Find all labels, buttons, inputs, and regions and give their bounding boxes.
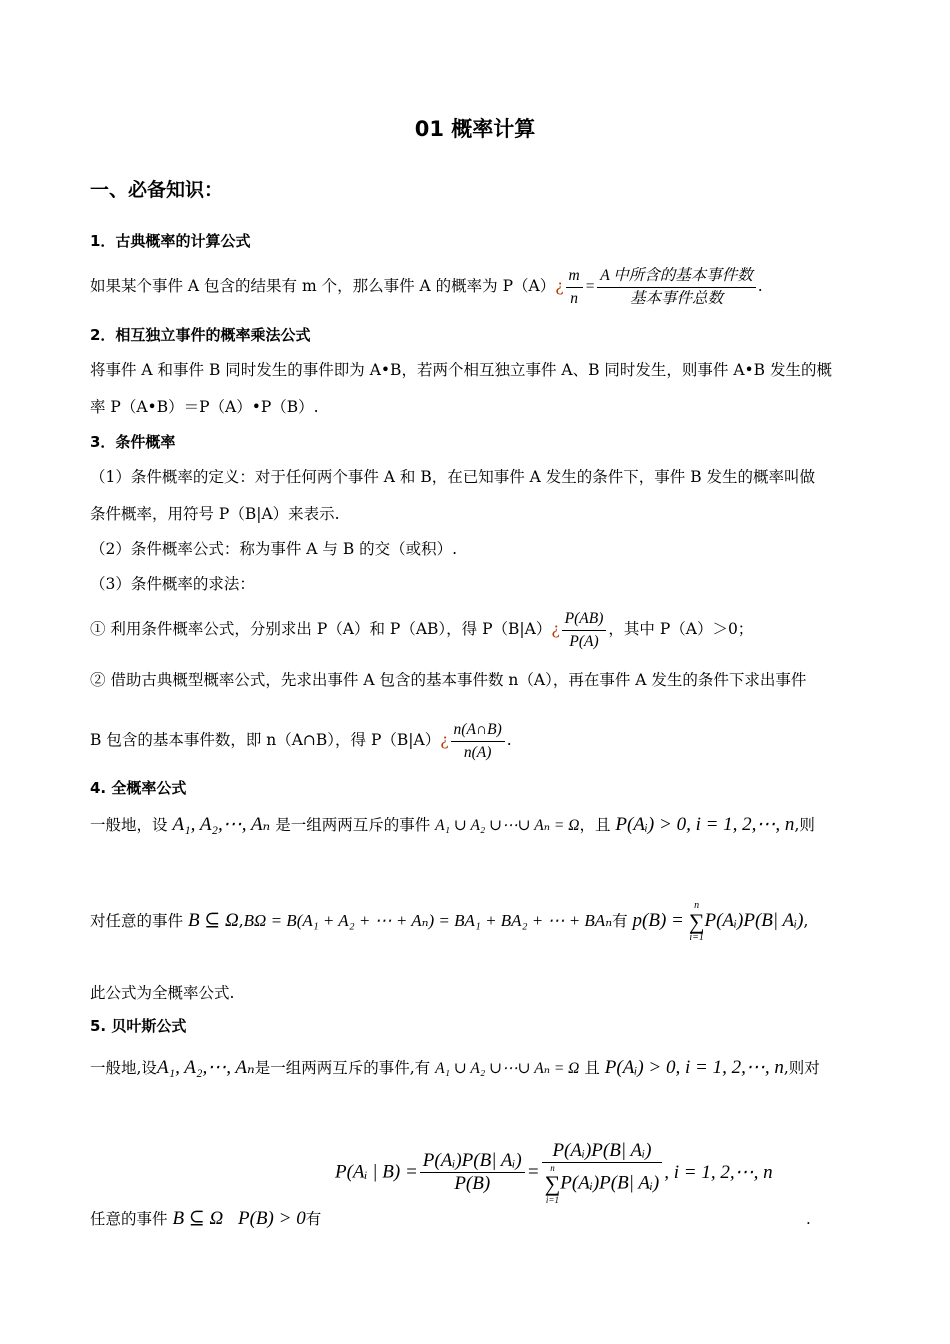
equals-sign: = <box>584 278 596 295</box>
page-title: 01 概率计算 <box>414 117 536 141</box>
bayes-fraction-1 <box>420 1150 525 1195</box>
paragraph-text: 有 <box>612 912 628 930</box>
paragraph-line: （3）条件概率的求法： <box>90 575 255 593</box>
bayes-line-2 <box>90 1206 321 1232</box>
fraction-denominator: P(B) <box>454 1173 491 1194</box>
paragraph-text: 是一组两两互斥的事件 <box>275 816 431 834</box>
fraction-numerator: A 中所含的基本事件数 <box>597 265 756 288</box>
denominator-term: P(Aᵢ)P(B| Aᵢ) <box>560 1172 660 1194</box>
fraction-denominator: n <box>570 289 578 307</box>
subsection-5-heading: 5. 贝叶斯公式 <box>90 1017 187 1035</box>
paragraph-line: ② 借助古典概型概率公式，先求出事件 A 包含的基本事件数 n（A），再在事件 A 发生的条件下求出事件 <box>90 671 807 689</box>
fraction-numerator: n(A∩B) <box>451 719 505 742</box>
subsection-2-heading: 2．相互独立事件的概率乘法公式 <box>90 326 311 344</box>
bayes-line-1 <box>90 1055 820 1082</box>
equals-sign: = <box>526 1161 540 1183</box>
sigma-icon: ∑ <box>544 1171 561 1196</box>
paragraph-text: ，其中 P（A）＞0； <box>608 620 754 638</box>
paragraph-line: 率 P（A•B）＝P（A）•P（B）. <box>90 398 319 416</box>
period: . <box>806 1210 811 1228</box>
section-heading: 一、必备知识： <box>90 179 224 201</box>
rendering-artifact: ¿ <box>551 620 560 638</box>
total-probability-line-1 <box>90 812 815 839</box>
rendering-artifact: ¿ <box>440 731 449 749</box>
fraction-denominator <box>542 1163 663 1205</box>
subset-formula: B ⊆ Ω <box>187 910 239 931</box>
fraction-numerator: P(Aᵢ)P(B| Aᵢ) <box>420 1150 525 1173</box>
paragraph-text: B 包含的基本事件数，即 n（A∩B），得 P（B|A） <box>90 731 441 749</box>
paragraph-text: ① 利用条件概率公式，分别求出 P（A）和 P（AB），得 P（B|A） <box>90 620 552 638</box>
event-set-formula: A₁, A₂,⋯, Aₙ <box>172 814 271 835</box>
fraction-events <box>597 265 756 310</box>
conditional-probability-fraction <box>451 719 505 764</box>
bayes-lhs: P(Aᵢ | B) = <box>335 1161 418 1183</box>
fraction-denominator: P(A) <box>569 632 599 650</box>
conditional-probability-fraction <box>562 608 607 653</box>
paragraph-text: 一般地，设 <box>90 816 168 834</box>
union-formula: A₁ ∪ A₂ ∪⋯∪ Aₙ = Ω <box>435 817 580 834</box>
paragraph-text: 有 <box>305 1210 322 1228</box>
paragraph-text: ,则 <box>794 816 815 834</box>
paragraph-line: （2）条件概率公式：称为事件 A 与 B 的交（或积）. <box>90 540 458 558</box>
paragraph-text: 任意的事件 <box>90 1210 168 1228</box>
period: . <box>506 731 512 749</box>
sum-lower-limit: i=1 <box>545 1195 559 1205</box>
subsection-4-heading: 4. 全概率公式 <box>90 779 187 797</box>
positivity-condition: P(Aᵢ) > 0, i = 1, 2,⋯, n <box>604 1057 784 1078</box>
fraction-m-over-n <box>566 265 583 310</box>
paragraph-text: , <box>803 912 809 930</box>
sum-upper-limit: n <box>550 1163 555 1173</box>
method-1-line <box>90 605 753 653</box>
period: . <box>757 277 763 295</box>
fraction-denominator: n(A) <box>463 743 492 761</box>
subsection-3-heading: 3．条件概率 <box>90 433 176 451</box>
index-range: , i = 1, 2,⋯, n <box>664 1162 773 1183</box>
summation-symbol <box>689 901 705 943</box>
classical-probability-paragraph <box>90 262 763 311</box>
fraction-numerator: m <box>566 265 583 288</box>
paragraph-text: , <box>238 912 244 930</box>
method-2-line <box>90 716 512 764</box>
paragraph-text: ，且 <box>579 816 611 834</box>
sum-lower-limit: i=1 <box>689 932 704 943</box>
partition-expansion-formula: BΩ = B(A₁ + A₂ + ⋯ + Aₙ) = BA₁ + BA₂ + ⋯ + BAₙ <box>243 911 613 930</box>
paragraph-text: 一般地,设 <box>90 1059 157 1077</box>
total-probability-lhs: p(B) = <box>632 910 684 931</box>
total-probability-line-2 <box>90 893 808 949</box>
subset-formula: B ⊆ Ω <box>172 1208 224 1229</box>
paragraph-text: 是一组两两互斥的事件,有 <box>254 1059 431 1077</box>
total-probability-rhs: P(Aᵢ)P(B| Aᵢ) <box>704 910 804 931</box>
paragraph-text: 如果某个事件 A 包含的结果有 m 个，那么事件 A 的概率为 P（A） <box>90 277 556 295</box>
paragraph-line: 将事件 A 和事件 B 同时发生的事件即为 A•B，若两个相互独立事件 A、B 同时发生，则事件 A•B 发生的概 <box>90 361 832 379</box>
fraction-numerator: P(Aᵢ)P(B| Aᵢ) <box>542 1140 663 1163</box>
fraction-denominator: 基本事件总数 <box>629 289 723 307</box>
event-set-formula: A₁, A₂,⋯, Aₙ <box>156 1057 255 1078</box>
paragraph-line: 此公式为全概率公式. <box>90 984 235 1002</box>
union-formula: A₁ ∪ A₂ ∪⋯∪ Aₙ = Ω <box>435 1060 580 1077</box>
paragraph-text: ,则对 <box>783 1059 820 1077</box>
paragraph-line: （1）条件概率的定义：对于任何两个事件 A 和 B，在已知事件 A 发生的条件下，事件 B 发生的概率叫做 <box>90 468 816 486</box>
bayes-formula <box>335 1140 773 1205</box>
positivity-condition: P(Aᵢ) > 0, i = 1, 2,⋯, n <box>615 814 795 835</box>
fraction-numerator: P(AB) <box>562 608 607 631</box>
sigma-icon: ∑ <box>688 909 705 934</box>
positive-probability-condition: P(B) > 0 <box>238 1208 306 1229</box>
summation-symbol <box>545 1163 561 1205</box>
subsection-1-heading: 1．古典概率的计算公式 <box>90 232 251 250</box>
paragraph-text: 对任意的事件 <box>90 912 184 930</box>
paragraph-text: 且 <box>584 1059 600 1077</box>
bayes-fraction-2 <box>542 1140 663 1205</box>
rendering-artifact: ¿ <box>555 277 564 295</box>
sum-upper-limit: n <box>694 900 700 911</box>
paragraph-line: 条件概率，用符号 P（B|A）来表示. <box>90 505 340 523</box>
